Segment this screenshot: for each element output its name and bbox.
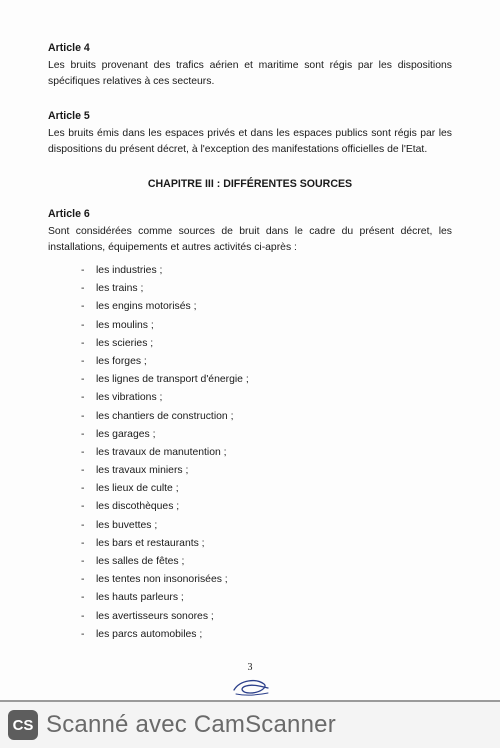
list-bullet: -	[81, 428, 85, 440]
list-item-text: les travaux de manutention ;	[96, 446, 227, 458]
noise-sources-list	[48, 262, 452, 644]
list-bullet: -	[81, 283, 85, 295]
list-item	[48, 498, 452, 516]
list-item	[48, 553, 452, 571]
list-item-text: les parcs automobiles ;	[96, 628, 203, 640]
list-bullet: -	[81, 592, 85, 604]
page-number: 3	[247, 662, 253, 673]
list-item	[48, 535, 452, 553]
list-item-text: les hauts parleurs ;	[96, 592, 184, 604]
chapter-title: CHAPITRE III : DIFFÉRENTES SOURCES	[147, 178, 353, 190]
list-bullet: -	[81, 556, 85, 567]
list-bullet: -	[81, 392, 85, 404]
scanner-footer	[0, 702, 500, 748]
list-bullet: -	[81, 446, 85, 458]
article-5-text: Les bruits émis dans les espaces privés et dans les espaces publics sont régis par les dispositions du présent décret, à l'exception des manifestations officielles de l'Etat.	[48, 128, 452, 155]
list-bullet: -	[81, 501, 85, 513]
list-item	[48, 608, 452, 626]
list-item	[48, 371, 452, 389]
list-item-text: les garages ;	[96, 428, 156, 440]
list-item-text: les salles de fêtes ;	[96, 556, 185, 567]
list-item	[48, 589, 452, 607]
list-item	[48, 389, 452, 407]
footer-watermark-text: Scanné avec CamScanner	[46, 711, 336, 738]
list-bullet: -	[81, 355, 85, 367]
document-content	[48, 40, 452, 644]
list-bullet: -	[81, 265, 85, 276]
signature-icon	[230, 676, 272, 698]
article-4-text: Les bruits provenant des trafics aérien et maritime sont régis par les dispositions spécifiques relatives à ces secteurs.	[48, 60, 452, 87]
list-item-text: les chantiers de construction ;	[96, 410, 234, 422]
list-item	[48, 353, 452, 371]
list-item	[48, 444, 452, 462]
list-bullet: -	[81, 337, 85, 349]
list-item-text: les scieries ;	[96, 337, 154, 349]
list-item	[48, 571, 452, 589]
list-item	[48, 317, 452, 335]
list-item-text: les engins motorisés ;	[96, 301, 197, 313]
list-item-text: les travaux miniers ;	[96, 465, 189, 477]
list-bullet: -	[81, 319, 85, 331]
list-item	[48, 626, 452, 644]
list-bullet: -	[81, 574, 85, 586]
list-item-text: les vibrations ;	[96, 392, 163, 404]
list-item	[48, 262, 452, 280]
list-bullet: -	[81, 301, 85, 313]
list-item-text: les lieux de culte ;	[96, 483, 179, 495]
list-item	[48, 280, 452, 298]
list-item	[48, 335, 452, 353]
list-item-text: les bars et restaurants ;	[96, 537, 205, 549]
list-item-text: les lignes de transport d'énergie ;	[96, 374, 249, 386]
article-6-text: Sont considérées comme sources de bruit dans le cadre du présent décret, les installations, équipements et autres activités ci-après :	[48, 226, 452, 253]
list-item-text: les trains ;	[96, 283, 144, 295]
list-bullet: -	[81, 628, 85, 640]
list-item-text: les industries ;	[96, 265, 163, 276]
article-4-heading: Article 4	[48, 42, 90, 54]
article-5-heading: Article 5	[48, 110, 90, 122]
list-bullet: -	[81, 465, 85, 477]
list-bullet: -	[81, 610, 85, 622]
camscanner-logo-icon: CS	[8, 710, 38, 740]
article-6-heading: Article 6	[48, 208, 90, 220]
list-item-text: les tentes non insonorisées ;	[96, 574, 228, 586]
list-item-text: les discothèques ;	[96, 501, 180, 513]
article-4	[48, 40, 452, 90]
list-bullet: -	[81, 410, 85, 422]
list-item-text: les buvettes ;	[96, 519, 158, 531]
list-item	[48, 298, 452, 316]
list-item	[48, 517, 452, 535]
list-item-text: les moulins ;	[96, 319, 154, 331]
list-bullet: -	[81, 519, 85, 531]
list-item-text: les avertisseurs sonores ;	[96, 610, 214, 622]
list-item	[48, 426, 452, 444]
list-item	[48, 462, 452, 480]
list-item-text: les forges ;	[96, 355, 147, 367]
article-6	[48, 206, 452, 644]
list-item	[48, 408, 452, 426]
list-item	[48, 480, 452, 498]
list-bullet: -	[81, 374, 85, 386]
list-bullet: -	[81, 537, 85, 549]
article-5	[48, 108, 452, 158]
list-bullet: -	[81, 483, 85, 495]
